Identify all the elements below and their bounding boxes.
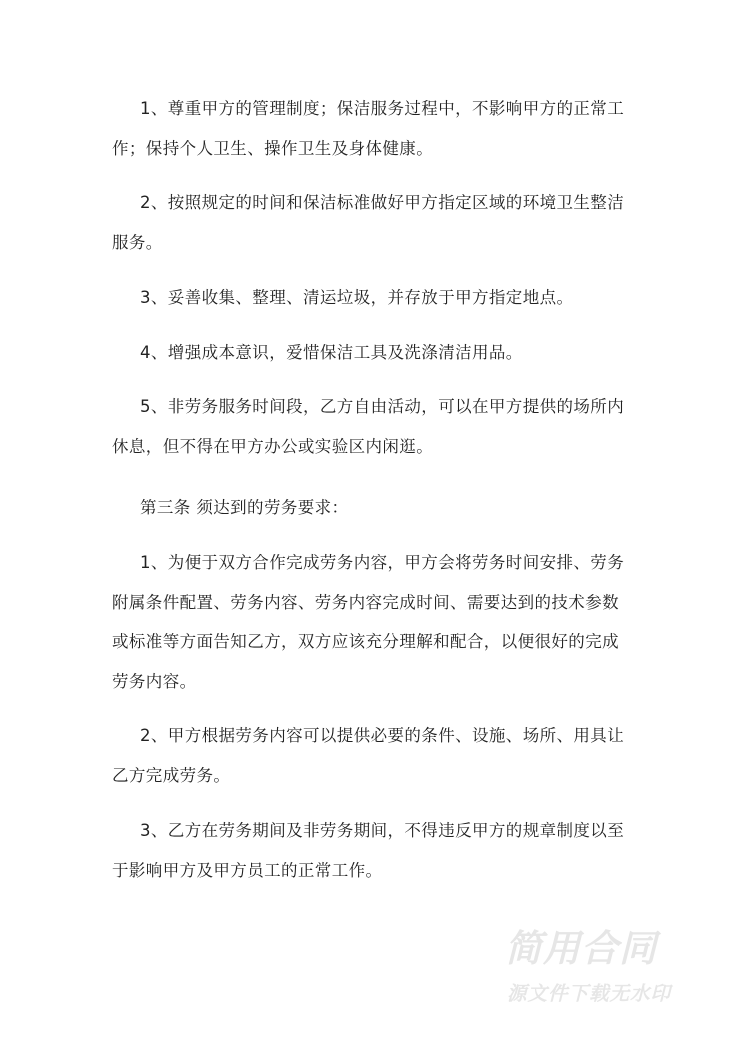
paragraph: [112, 716, 652, 795]
text-line: 1、为便于双方合作完成劳务内容，甲方会将劳务时间安排、劳务: [140, 553, 625, 572]
text-line: 3、妥善收集、整理、清运垃圾，并存放于甲方指定地点。: [140, 288, 574, 307]
text-line: 2、甲方根据劳务内容可以提供必要的条件、设施、场所、用具让: [140, 726, 625, 745]
text-line: 作；保持个人卫生、操作卫生及身体健康。: [112, 138, 434, 158]
paragraph: [112, 811, 652, 890]
text-line: 4、增强成本意识，爱惜保洁工具及洗涤清洁用品。: [140, 343, 523, 362]
paragraph: [112, 89, 652, 168]
text-line: 劳务内容。: [112, 671, 197, 691]
paragraph: [112, 387, 652, 466]
paragraph: [112, 333, 652, 373]
text-line: 服务。: [112, 232, 163, 252]
text-line: 3、乙方在劳务期间及非劳务期间，不得违反甲方的规章制度以至: [140, 821, 625, 840]
text-line: 休息，但不得在甲方办公或实验区内闲逛。: [112, 436, 434, 456]
text-line: 5、非劳务服务时间段，乙方自由活动，可以在甲方提供的场所内: [140, 397, 625, 416]
watermark: [505, 918, 671, 1006]
text-line: 于影响甲方及甲方员工的正常工作。: [112, 860, 383, 880]
text-line: 乙方完成劳务。: [112, 765, 231, 785]
paragraph: [112, 278, 652, 318]
watermark-tagline: 源文件下载无水印: [507, 982, 672, 1005]
text-line: 2、按照规定的时间和保洁标准做好甲方指定区域的环境卫生整洁: [140, 193, 625, 212]
text-line: 1、尊重甲方的管理制度；保洁服务过程中，不影响甲方的正常工: [140, 99, 625, 118]
text-line: 第三条 须达到的劳务要求：: [140, 498, 349, 517]
watermark-brand: 简用合同: [505, 927, 657, 970]
paragraph: [112, 543, 652, 701]
paragraph: [112, 183, 652, 262]
text-line: 附属条件配置、劳务内容、劳务内容完成时间、需要达到的技术参数: [112, 592, 619, 612]
text-line: 或标准等方面告知乙方，双方应该充分理解和配合，以便很好的完成: [112, 632, 619, 651]
paragraph: [112, 488, 652, 528]
